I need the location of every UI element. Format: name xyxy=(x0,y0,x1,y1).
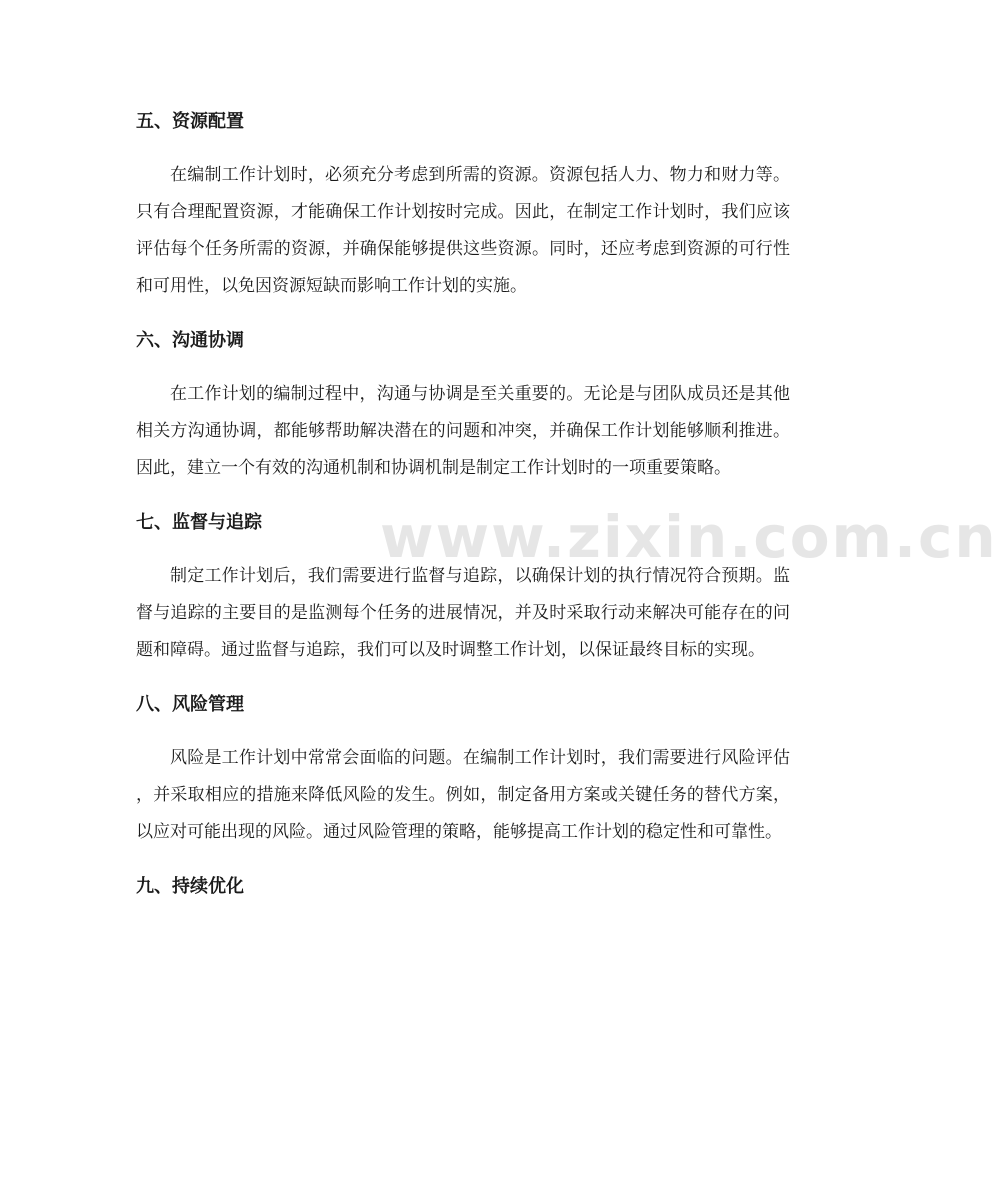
section-paragraph-communication: 在工作计划的编制过程中，沟通与协调是至关重要的。无论是与团队成员还是其他相关方沟通协调，都能够帮助解决潜在的问题和冲突，并确保工作计划能够顺利推进。因此，建立一个有效的沟通机制和协调机制是制定工作计划时的一项重要策略。 xyxy=(136,384,790,478)
section-paragraph-risk: 风险是工作计划中常常会面临的问题。在编制工作计划时，我们需要进行风险评估，并采取相应的措施来降低风险的发生。例如，制定备用方案或关键任务的替代方案，以应对可能出现的风险。通过风险管理的策略，能够提高工作计划的稳定性和可靠性。 xyxy=(136,748,790,842)
document-body xyxy=(136,103,790,922)
section-paragraph-resources: 在编制工作计划时，必须充分考虑到所需的资源。资源包括人力、物力和财力等。只有合理配置资源，才能确保工作计划按时完成。因此，在制定工作计划时，我们应该评估每个任务所需的资源，并确保能够提供这些资源。同时，还应考虑到资源的可行性和可用性，以免因资源短缺而影响工作计划的实施。 xyxy=(136,165,790,296)
section-heading-monitoring: 七、监督与追踪 xyxy=(136,512,262,533)
section-heading-risk: 八、风险管理 xyxy=(136,694,244,715)
section-heading-optimization: 九、持续优化 xyxy=(136,876,244,897)
section-heading-communication: 六、沟通协调 xyxy=(136,330,244,351)
watermark: www.zixin.com.cn xyxy=(380,503,998,571)
section-paragraph-monitoring: 制定工作计划后，我们需要进行监督与追踪，以确保计划的执行情况符合预期。监督与追踪的主要目的是监测每个任务的进展情况，并及时采取行动来解决可能存在的问题和障碍。通过监督与追踪，我们可以及时调整工作计划，以保证最终目标的实现。 xyxy=(136,566,790,660)
section-heading-resources: 五、资源配置 xyxy=(136,111,244,132)
